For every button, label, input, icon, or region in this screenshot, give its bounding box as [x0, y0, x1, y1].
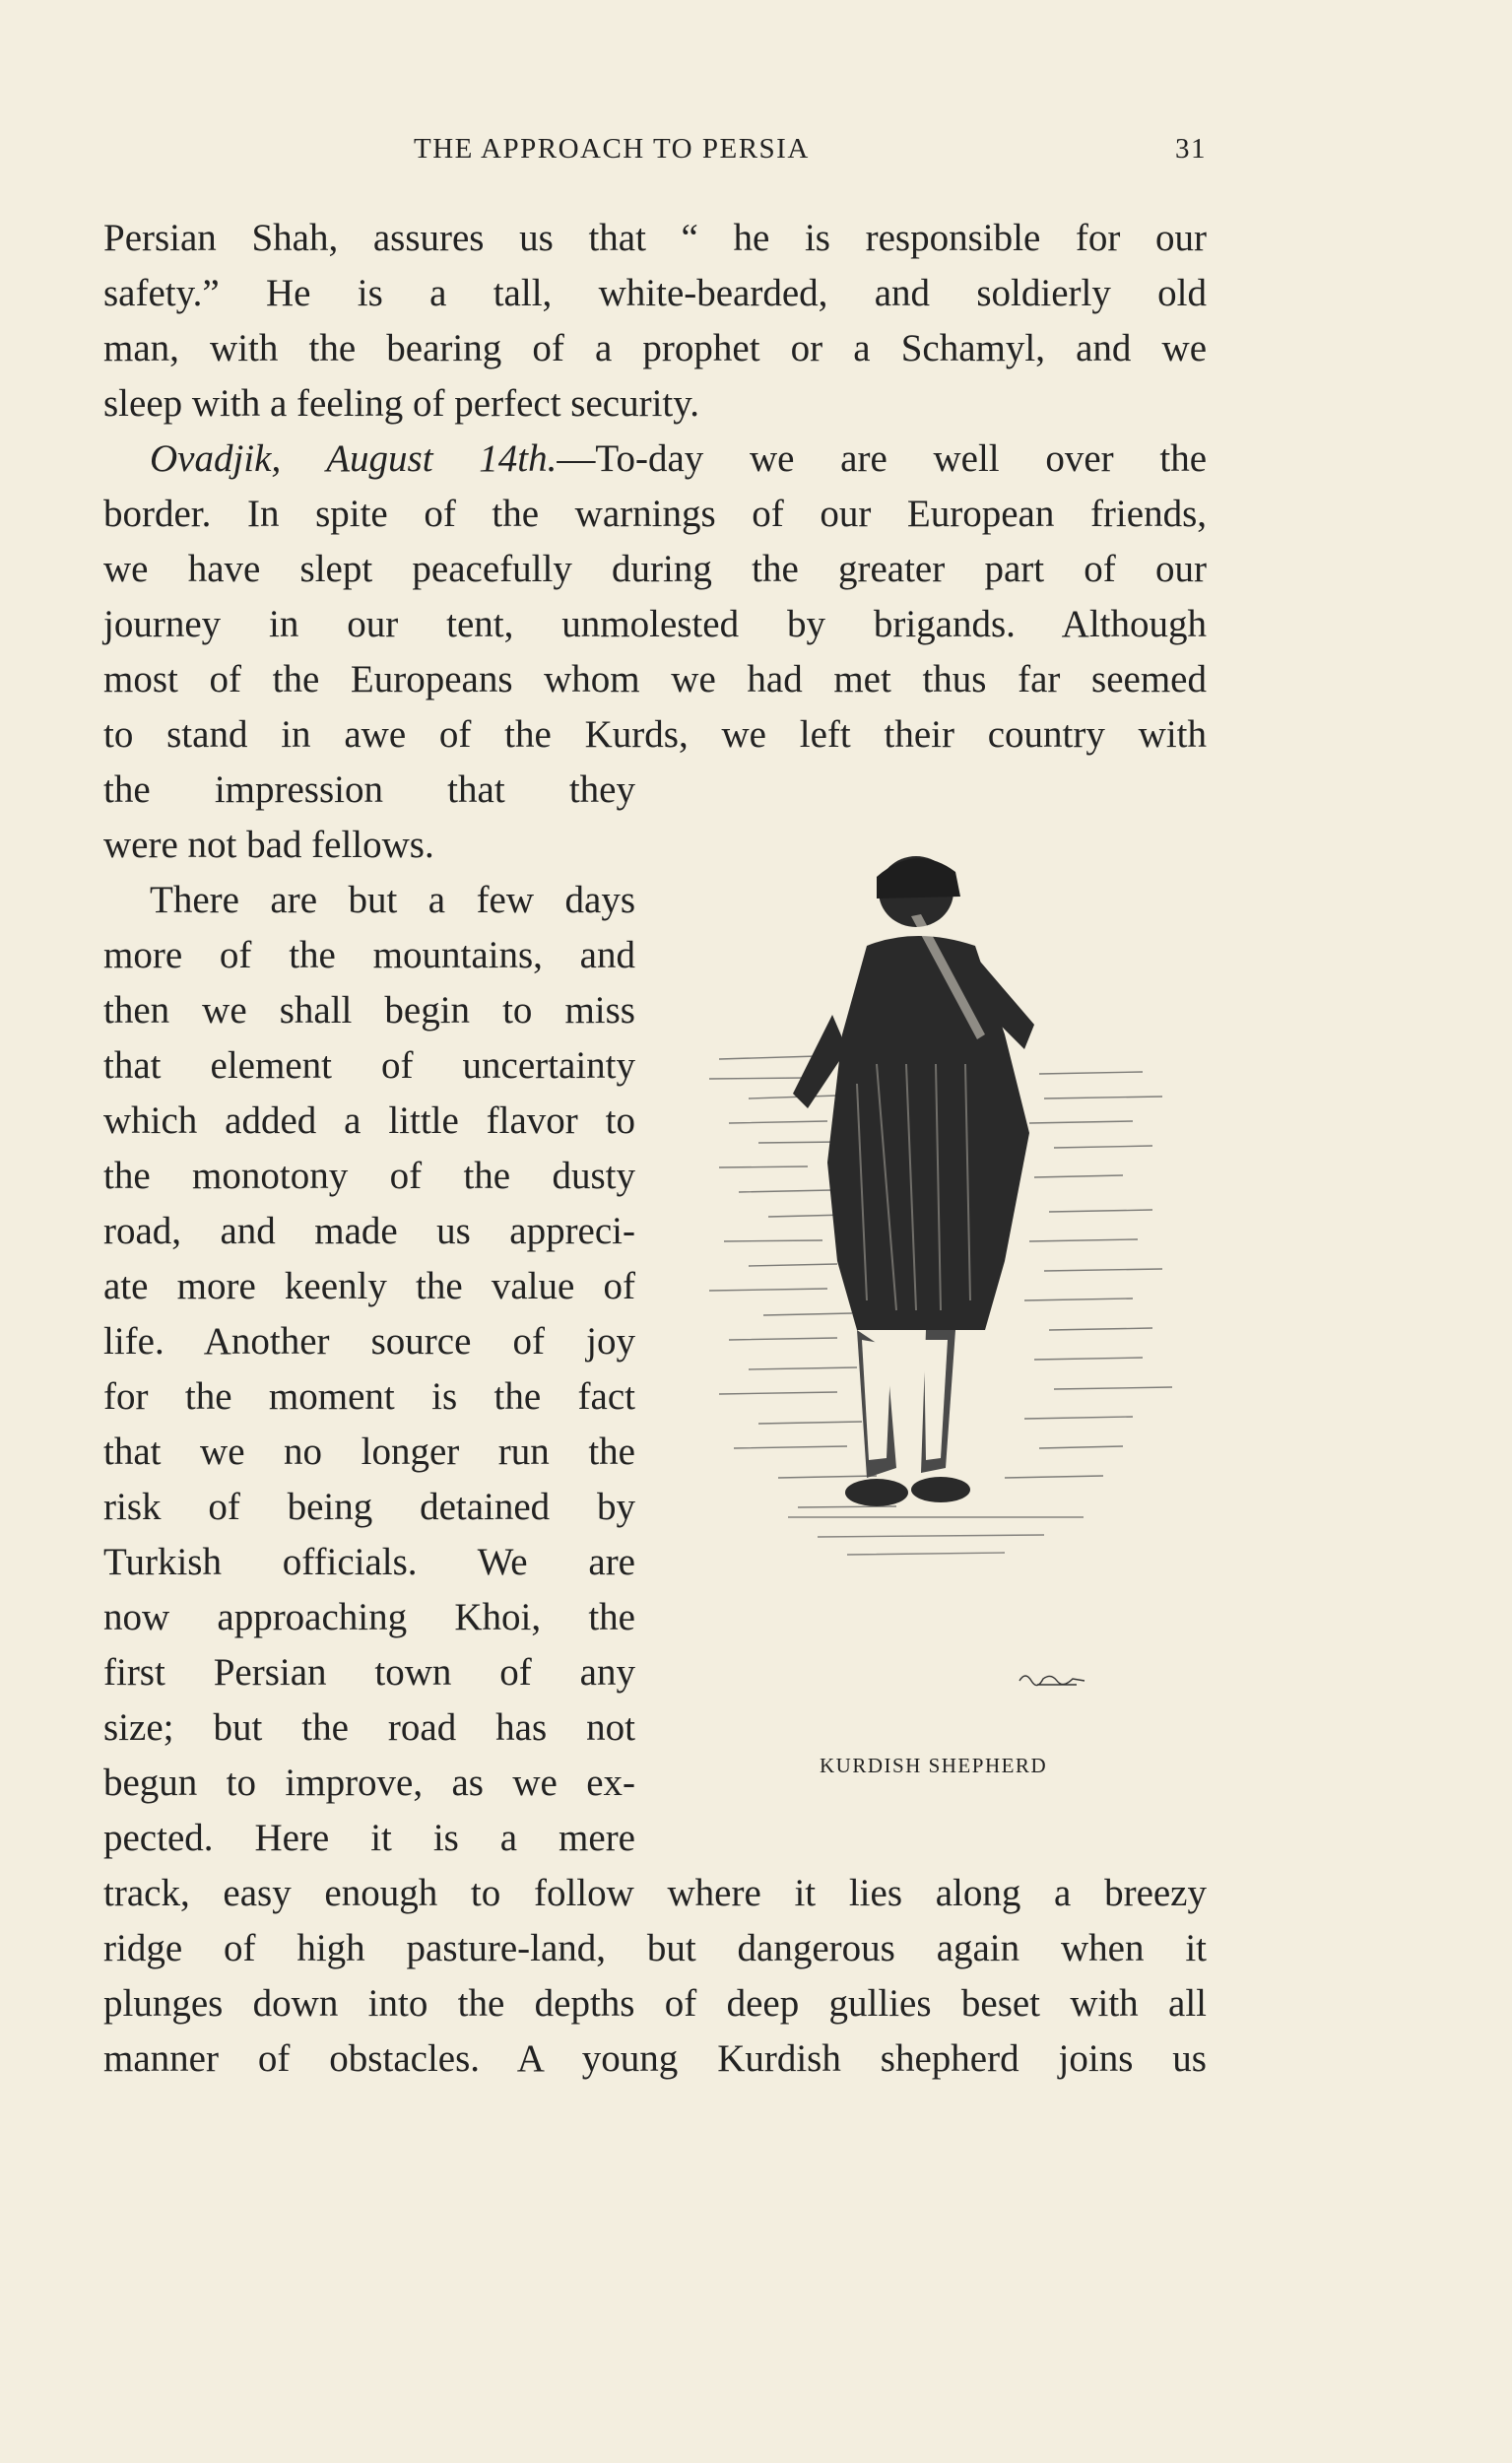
text-line: to stand in awe of the Kurds, we left their country with — [103, 713, 1207, 756]
text-line: manner of obstacles. A young Kurdish shepherd joins us — [103, 2037, 1207, 2080]
text-line: first Persian town of any — [103, 1651, 635, 1694]
text-line: were not bad fellows. — [103, 824, 434, 866]
page-number: 31 — [1175, 133, 1207, 165]
text-line: life. Another source of joy — [103, 1320, 635, 1363]
text-line: the impression that they — [103, 768, 635, 811]
text-line: now approaching Khoi, the — [103, 1596, 635, 1638]
text-line: risk of being detained by — [103, 1486, 635, 1528]
text-line: sleep with a feeling of perfect security. — [103, 382, 699, 425]
running-title: THE APPROACH TO PERSIA — [414, 133, 810, 165]
text-line: for the moment is the fact — [103, 1375, 635, 1418]
text-line: then we shall begin to miss — [103, 989, 635, 1032]
running-header — [103, 133, 1207, 172]
kurdish-shepherd-illustration — [690, 837, 1202, 1724]
text-line: journey in our tent, unmolested by brigands. Although — [103, 603, 1207, 645]
text-line: we have slept peacefully during the greater part of our — [103, 548, 1207, 590]
text-line: There are but a few days — [150, 879, 635, 921]
text-line: most of the Europeans whom we had met thus far seemed — [103, 658, 1207, 700]
text-span: —To-day we are well over the — [557, 437, 1207, 480]
text-line: that element of uncertainty — [103, 1044, 635, 1087]
text-line: track, easy enough to follow where it lies along a breezy — [103, 1872, 1207, 1914]
text-line: man, with the bearing of a prophet or a Schamyl, and we — [103, 327, 1207, 369]
text-line: ridge of high pasture-land, but dangerous again when it — [103, 1927, 1207, 1969]
text-line: size; but the road has not — [103, 1706, 635, 1749]
text-line: Persian Shah, assures us that “ he is responsible for our — [103, 217, 1207, 259]
text-line: ate more keenly the value of — [103, 1265, 635, 1307]
text-line: border. In spite of the warnings of our European friends, — [103, 493, 1207, 535]
text-line: pected. Here it is a mere — [103, 1817, 635, 1859]
text-line: more of the mountains, and — [103, 934, 635, 976]
text-line: plunges down into the depths of deep gullies beset with all — [103, 1982, 1207, 2025]
figure-caption: KURDISH SHEPHERD — [820, 1754, 1048, 1777]
text-line: the monotony of the dusty — [103, 1155, 635, 1197]
artist-signature — [1018, 1667, 1086, 1687]
text-line: that we no longer run the — [103, 1431, 635, 1473]
dateline: Ovadjik, August 14th. — [150, 437, 558, 480]
text-line: Turkish officials. We are — [103, 1541, 635, 1583]
text-line: road, and made us appreci- — [103, 1210, 635, 1252]
text-line: begun to improve, as we ex- — [103, 1762, 635, 1804]
text-line: safety.” He is a tall, white-bearded, and soldierly old — [103, 272, 1207, 314]
text-line — [103, 432, 1207, 487]
text-line: which added a little flavor to — [103, 1099, 635, 1142]
